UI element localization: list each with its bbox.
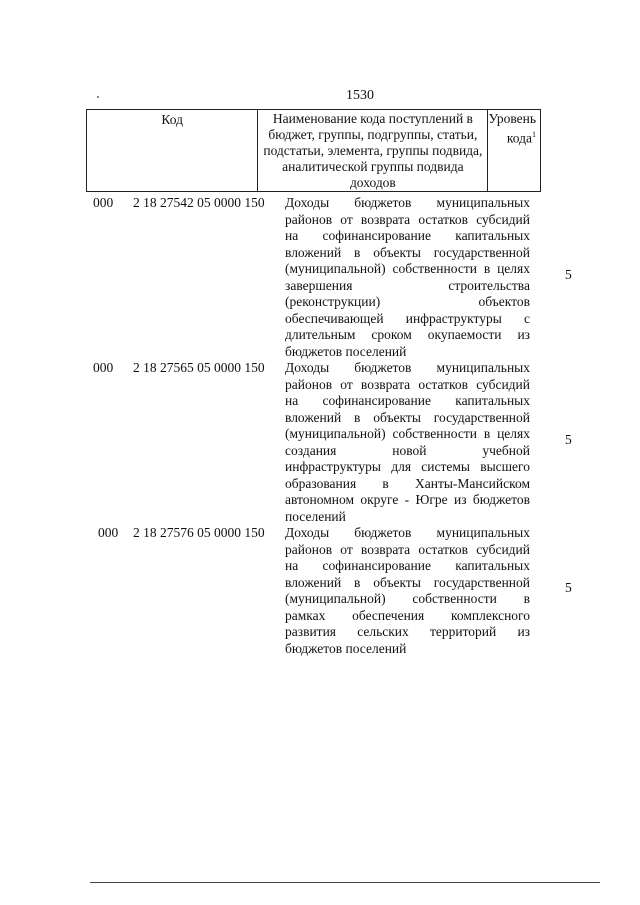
row-name-line: длительным сроком окупаемости из [285,327,530,342]
row-level: 5 [565,432,572,447]
header-level [488,110,541,192]
row-name-line: Доходы бюджетов муниципальных [285,525,530,540]
row-name-line: вложений в объекты государственной [285,574,530,590]
row-name-line: на софинансирование капитальных [285,558,530,573]
row-name-line: (муниципальной) собственности в целях [285,426,530,441]
row-name [285,195,530,360]
scan-speck [97,96,99,98]
row-name-line: вложений в объекты государственной [285,409,530,425]
row-name-line: бюджетов поселений [285,343,407,359]
row-level: 5 [565,580,572,595]
header-level-line: Уровень [488,111,536,126]
row-code: 2 18 27565 05 0000 150 [133,360,265,375]
page-number: 1530 [346,88,374,103]
row-code: 2 18 27576 05 0000 150 [133,525,265,540]
row-name-line: на софинансирование капитальных [285,228,530,243]
row-name [285,525,530,657]
row-prefix: 000 [93,360,114,375]
row-name-line: (муниципальной) собственности в целях [285,261,530,276]
row-name-line: Доходы бюджетов муниципальных [285,360,530,375]
row-prefix: 000 [98,525,119,540]
row-name-line: вложений в объекты государственной [285,244,530,260]
row-name-line: (муниципальной) собственности в [285,591,530,606]
row-name-line: районов от возврата остатков субсидий [285,541,530,557]
row-name-line: рамках обеспечения комплексного [285,607,530,623]
header-name-line: Наименование кода поступлений в [272,111,473,126]
row-name-line: поселений [285,508,346,524]
footnote-marker: 1 [532,130,536,139]
row-name-line: районов от возврата остатков субсидий [285,376,530,392]
header-name-line: аналитической группы подвида доходов [282,159,464,190]
row-name-line: бюджетов поселений [285,640,407,656]
header-name-line: подстатьи, элемента, группы подвида, [263,143,483,158]
row-name-line: создания новой учебной [285,442,530,458]
header-name [258,110,488,192]
row-name-line: обеспечивающей инфраструктуры с [285,310,530,326]
row-name-line: образования в Ханты-Мансийском [285,475,530,491]
row-name-line: Доходы бюджетов муниципальных [285,195,530,210]
row-name [285,360,530,525]
row-name-line: (реконструкции) объектов [285,294,530,309]
row-name-line: районов от возврата остатков субсидий [285,211,530,227]
table-header [86,109,541,192]
row-name-line: развития сельских территорий из [285,624,530,639]
row-prefix: 000 [93,195,114,210]
header-name-line: бюджет, группы, подгруппы, статьи, [268,127,478,142]
row-name-line: завершения строительства [285,277,530,293]
row-code: 2 18 27542 05 0000 150 [133,195,265,210]
row-level: 5 [565,267,572,282]
row-name-line: автономном округе - Югре из бюджетов [285,492,530,507]
header-code: Код [87,110,258,192]
row-name-line: на софинансирование капитальных [285,393,530,408]
row-name-line: инфраструктуры для системы высшего [285,459,530,474]
bottom-rule [90,882,600,883]
header-level-line: кода [506,130,532,146]
